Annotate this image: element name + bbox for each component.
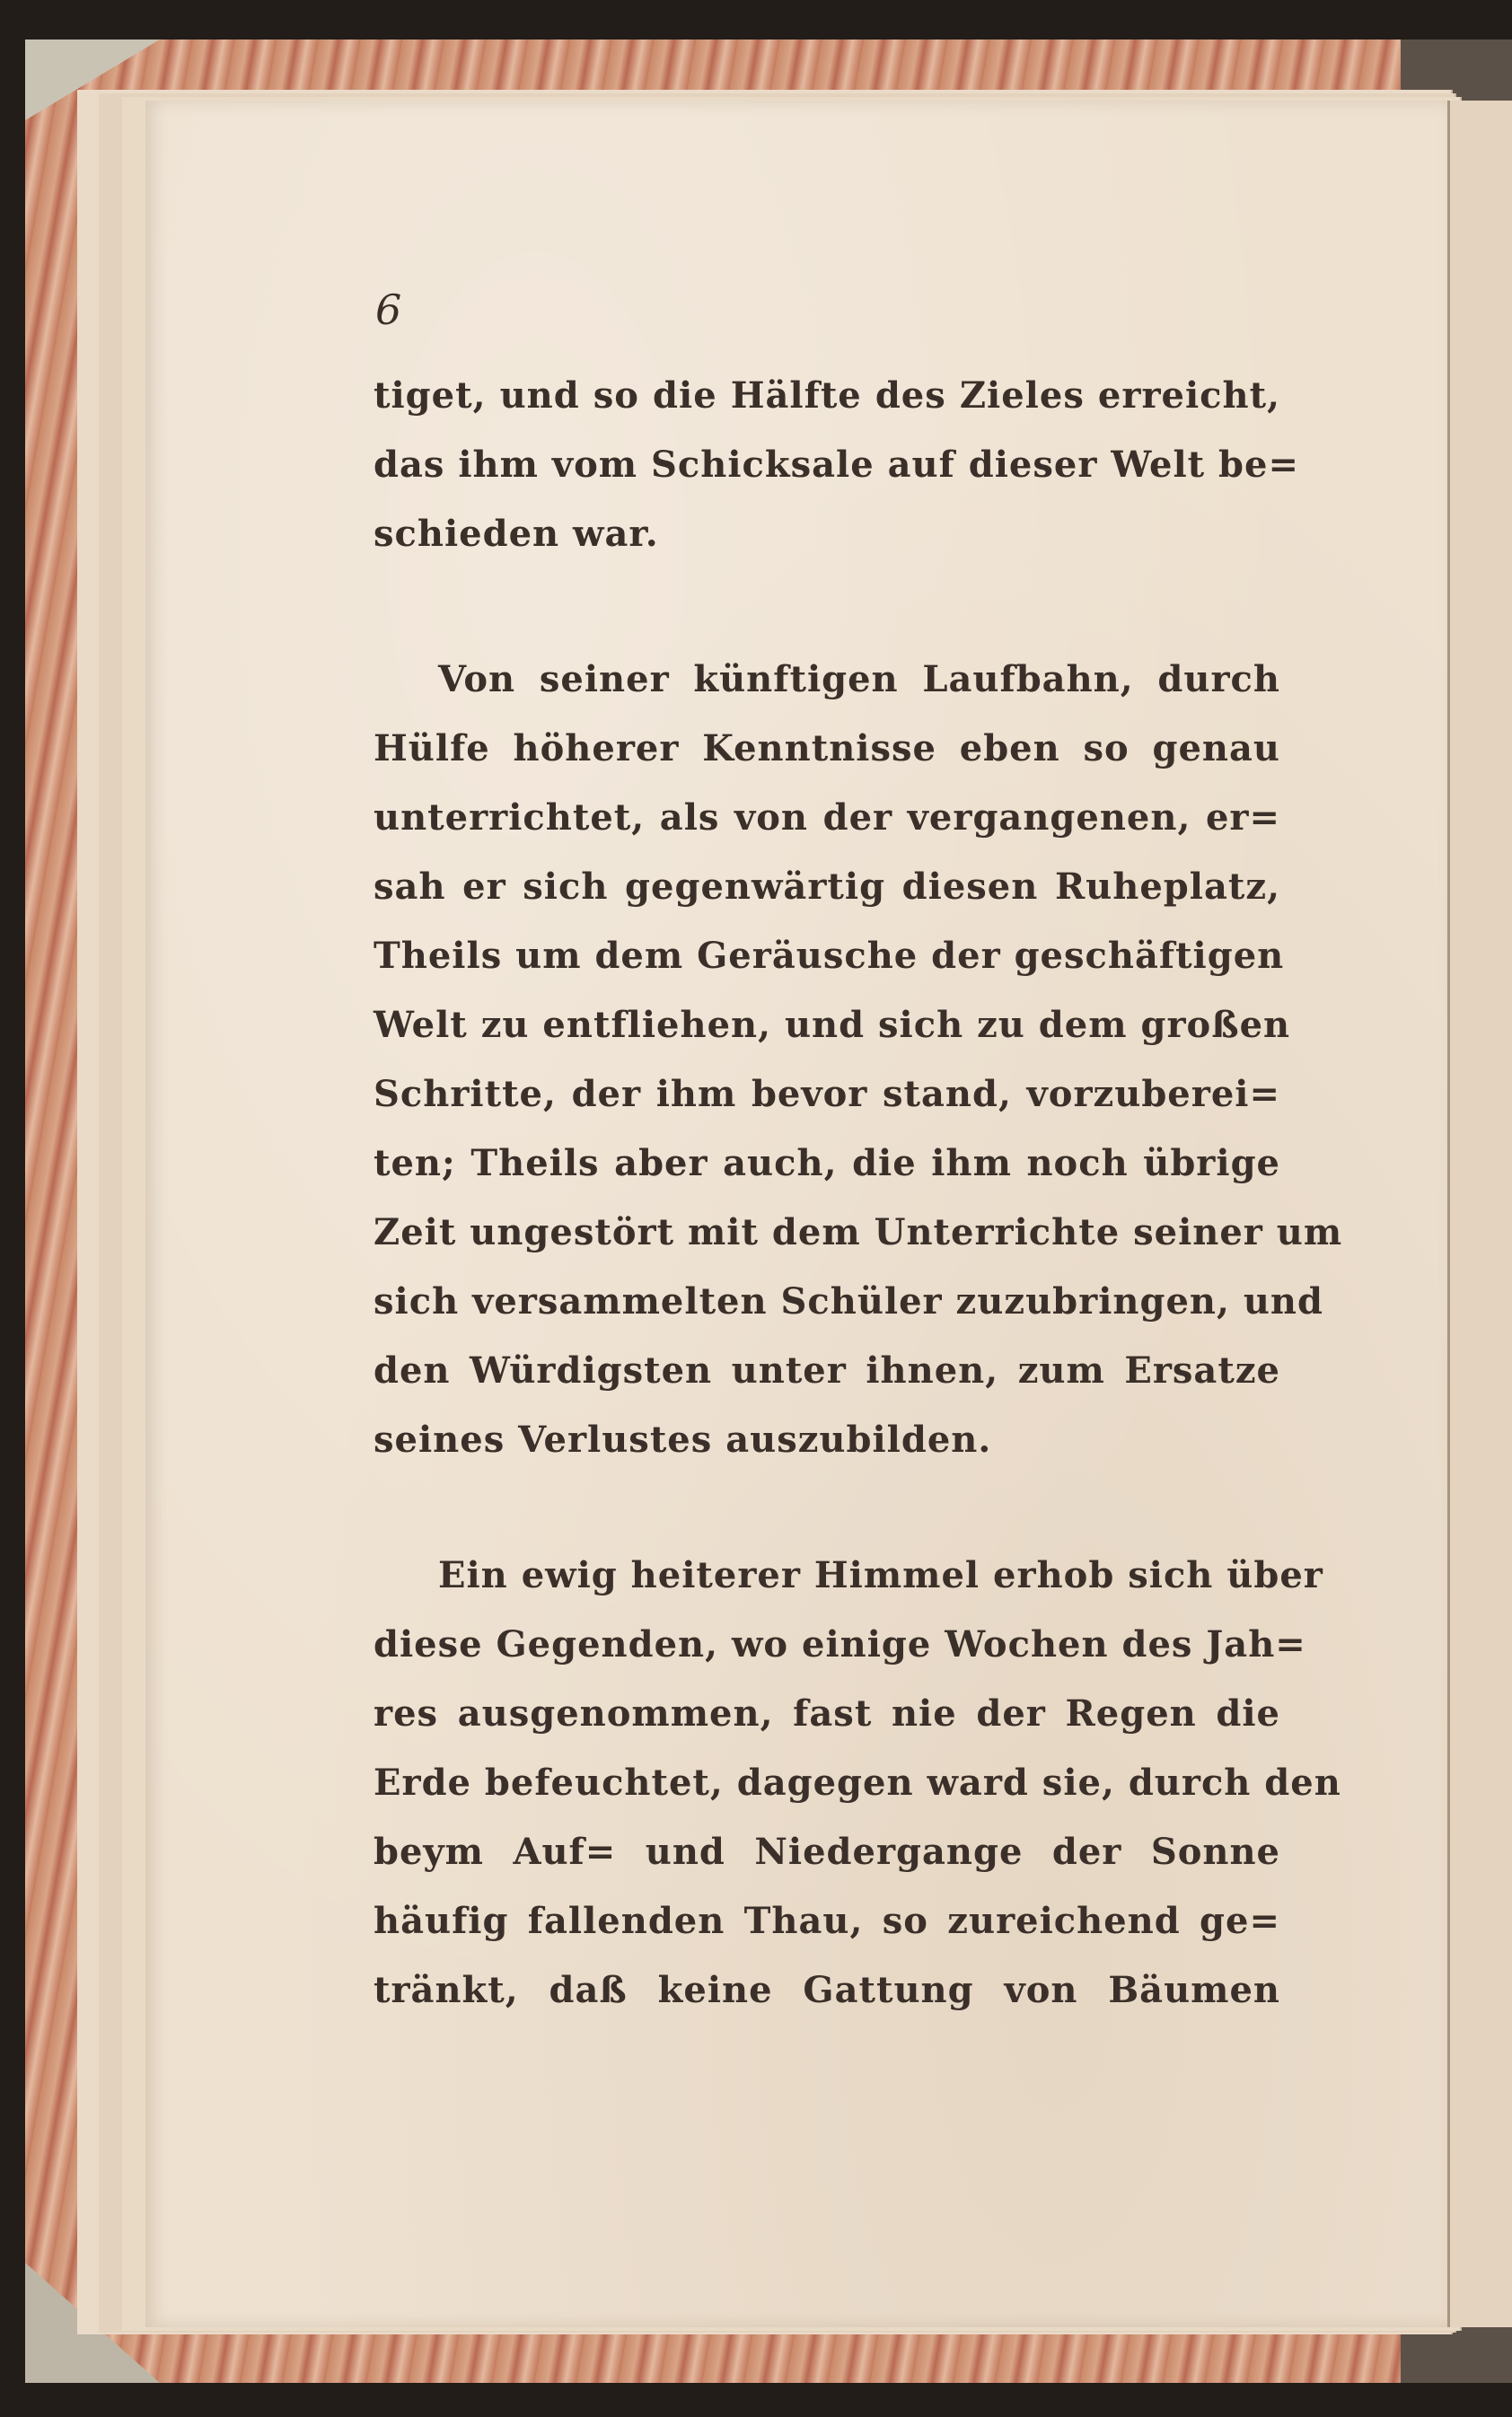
text-line: Zeit ungestört mit dem Unterrichte seiner um <box>374 1211 1343 1253</box>
paragraph-3 <box>374 1541 1341 2025</box>
paragraph-2 <box>374 645 1343 1474</box>
text-line: schieden war. <box>374 513 659 555</box>
text-line: das ihm vom Schicksale auf dieser Welt be= <box>374 444 1299 486</box>
text-line: unterrichtet, als von der vergangenen, er= <box>374 796 1280 839</box>
text-line: Ein ewig heiterer Himmel erhob sich über <box>438 1554 1323 1596</box>
text-line: Schritte, der ihm bevor stand, vorzuberei= <box>374 1073 1280 1115</box>
text-line: häufig fallenden Thau, so zureichend ge= <box>374 1900 1280 1942</box>
text-line: beym Auf= und Niedergange der Sonne <box>374 1831 1280 1873</box>
text-line: Welt zu entfliehen, und sich zu dem großen <box>374 1004 1291 1046</box>
text-line: ten; Theils aber auch, die ihm noch übrige <box>374 1142 1280 1184</box>
facing-page-edge <box>1447 101 1512 2327</box>
text-line: sah er sich gegenwärtig diesen Ruheplatz, <box>374 866 1280 908</box>
text-line: tiget, und so die Hälfte des Zieles erreicht, <box>374 374 1280 417</box>
text-line: Von seiner künftigen Laufbahn, durch <box>438 658 1280 700</box>
text-line: den Würdigsten unter ihnen, zum Ersatze <box>374 1349 1280 1392</box>
paragraph-1 <box>374 361 1299 568</box>
text-line: Hülfe höherer Kenntnisse eben so genau <box>374 727 1280 769</box>
text-line: Erde befeuchtet, dagegen ward sie, durch den <box>374 1762 1341 1804</box>
text-line: sich versammelten Schüler zuzubringen, und <box>374 1280 1323 1323</box>
text-line: Theils um dem Geräusche der geschäftigen <box>374 935 1285 977</box>
text-line: seines Verlustes auszubilden. <box>374 1419 992 1461</box>
text-line: res ausgenommen, fast nie der Regen die <box>374 1692 1280 1735</box>
page-number: 6 <box>375 286 402 334</box>
text-line: diese Gegenden, wo einige Wochen des Jah= <box>374 1623 1306 1666</box>
text-line: tränkt, daß keine Gattung von Bäumen <box>374 1969 1280 2011</box>
